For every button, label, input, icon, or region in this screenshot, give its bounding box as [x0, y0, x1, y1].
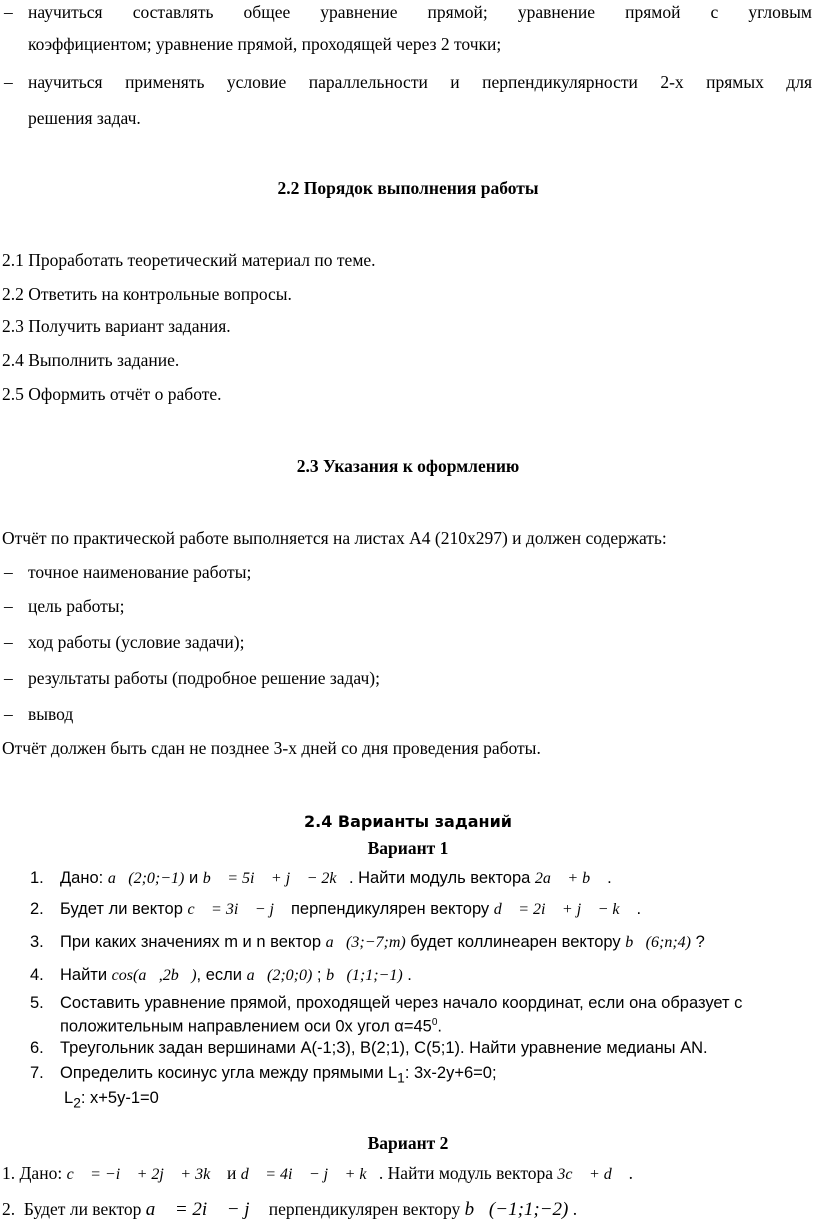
- section-2-4-heading: 2.4 Варианты заданий: [303, 812, 513, 831]
- report-item: ход работы (условие задачи);: [28, 632, 245, 652]
- item-number: 6.: [30, 1039, 44, 1057]
- formula: d⃗ = 4i⃗ − j⃗ + k⃗: [240, 1166, 379, 1183]
- v1-task-1: [60, 867, 612, 890]
- report-item: результаты работы (подробное решение задач);: [28, 668, 380, 688]
- text: .: [624, 1163, 633, 1183]
- formula: cos(a⃗,2b⃗): [111, 967, 197, 984]
- text: , если: [196, 966, 247, 984]
- report-intro: Отчёт по практической работе выполняется на листах А4 (210х297) и должен содержать:: [2, 528, 667, 548]
- text: : 3x-2y+6=0;: [404, 1064, 497, 1082]
- text: будет коллинеарен вектору: [405, 933, 626, 951]
- text: При каких значениях m и n вектор: [60, 933, 326, 951]
- formula: b⃗(6;n;4): [625, 934, 691, 951]
- text: . Найти модуль вектора: [348, 869, 535, 887]
- formula: 2a⃗ + b⃗: [534, 870, 603, 887]
- text: ?: [690, 933, 705, 951]
- formula: b⃗ = 5i⃗ + j⃗ − 2k⃗: [202, 870, 349, 887]
- text: перпендикулярен вектору: [286, 900, 494, 918]
- formula: c⃗ = 3i⃗ − j⃗: [187, 901, 287, 918]
- text: .: [437, 1017, 442, 1036]
- goal-1-line-2: коэффициентом; уравнение прямой, проходящей через 2 точки;: [28, 34, 502, 54]
- formula: d⃗ = 2i⃗ + j⃗ − k⃗: [493, 901, 632, 918]
- step: 2.1 Проработать теоретический материал по теме.: [2, 250, 376, 270]
- v1-task-4: [60, 964, 412, 987]
- item-number: 4.: [30, 966, 44, 984]
- item-number: 2.: [30, 900, 44, 918]
- text: и: [184, 869, 203, 887]
- formula: b⃗(1;1;−1): [326, 967, 403, 984]
- subscript: 1: [397, 1070, 405, 1086]
- text: : x+5y-1=0: [80, 1089, 159, 1107]
- text: и: [222, 1163, 241, 1183]
- item-number: 7.: [30, 1064, 44, 1082]
- item-number: 1.: [30, 869, 44, 887]
- v1-task-3: [60, 931, 705, 954]
- text: ;: [312, 966, 327, 984]
- text: Будет ли вектор: [15, 1199, 146, 1219]
- v1-task-5-line-1: Составить уравнение прямой, проходящей через начало координат, если она образует с: [60, 994, 743, 1012]
- step: 2.2 Ответить на контрольные вопросы.: [2, 284, 292, 304]
- goal-1-line-1: научиться составлять общее уравнение прямой; уравнение прямой с угловым: [28, 2, 812, 22]
- step: 2.4 Выполнить задание.: [2, 350, 180, 370]
- formula: a⃗ = 2i⃗ − j⃗: [145, 1199, 265, 1220]
- bullet: –: [4, 562, 13, 582]
- section-2-3-heading: 2.3 Указания к оформлению: [296, 456, 520, 476]
- report-item: вывод: [28, 704, 74, 724]
- variant-1-heading: Вариант 1: [367, 838, 449, 858]
- formula: a⃗(3;−7;m): [325, 934, 406, 951]
- report-item: цель работы;: [28, 596, 125, 616]
- v1-task-2: [60, 898, 641, 921]
- bullet: –: [4, 704, 13, 724]
- item-number: 2.: [2, 1199, 16, 1219]
- text: Определить косинус угла между прямыми L: [60, 1064, 398, 1082]
- text: перпендикулярен вектору: [264, 1199, 465, 1219]
- report-outro: Отчёт должен быть сдан не позднее 3-х дней со дня проведения работы.: [2, 738, 541, 758]
- step: 2.5 Оформить отчёт о работе.: [2, 384, 222, 404]
- text: L: [64, 1089, 74, 1107]
- variant-2-heading: Вариант 2: [367, 1133, 449, 1153]
- v1-task-5-line-2: [60, 1012, 442, 1038]
- goal-2-line-1: научиться применять условие параллельности и перпендикулярности 2-х прямых для: [28, 72, 812, 92]
- report-item: точное наименование работы;: [28, 562, 252, 582]
- v2-task-1: [2, 1162, 633, 1186]
- v1-task-6: Треугольник задан вершинами А(-1;3), В(2;1), С(5;1). Найти уравнение медианы АN.: [60, 1039, 708, 1057]
- bullet: –: [4, 2, 13, 22]
- text: Будет ли вектор: [60, 900, 188, 918]
- subscript: 2: [73, 1095, 81, 1111]
- text: положительным направлением оси 0х угол α=45: [60, 1017, 432, 1036]
- item-number: 3.: [30, 933, 44, 951]
- goal-2-line-2: решения задач.: [28, 108, 141, 128]
- formula: b⃗(−1;1;−2): [464, 1199, 569, 1220]
- v1-task-7-line-2: [64, 1087, 159, 1114]
- v1-task-7-line-1: [60, 1062, 497, 1089]
- superscript: 0: [431, 1017, 438, 1028]
- bullet: –: [4, 668, 13, 688]
- step: 2.3 Получить вариант задания.: [2, 316, 231, 336]
- formula: c⃗ = −i⃗ + 2j⃗ + 3k⃗: [66, 1166, 223, 1183]
- section-2-2-heading: 2.2 Порядок выполнения работы: [277, 178, 539, 198]
- text: .: [568, 1199, 578, 1219]
- text: . Найти модуль вектора: [378, 1163, 558, 1183]
- formula: a⃗(2;0;0): [246, 967, 313, 984]
- text: .: [631, 900, 642, 918]
- bullet: –: [4, 72, 13, 92]
- text: .: [402, 966, 412, 984]
- bullet: –: [4, 632, 13, 652]
- text: .: [602, 869, 612, 887]
- item-number: 1.: [2, 1163, 16, 1183]
- text: Найти: [60, 966, 112, 984]
- v2-task-2: [2, 1198, 577, 1221]
- text: Дано:: [60, 869, 108, 887]
- bullet: –: [4, 596, 13, 616]
- item-number: 5.: [30, 994, 44, 1012]
- formula: 3c⃗ + d⃗: [557, 1166, 625, 1183]
- text: Дано:: [15, 1163, 67, 1183]
- formula: a⃗(2;0;−1): [107, 870, 185, 887]
